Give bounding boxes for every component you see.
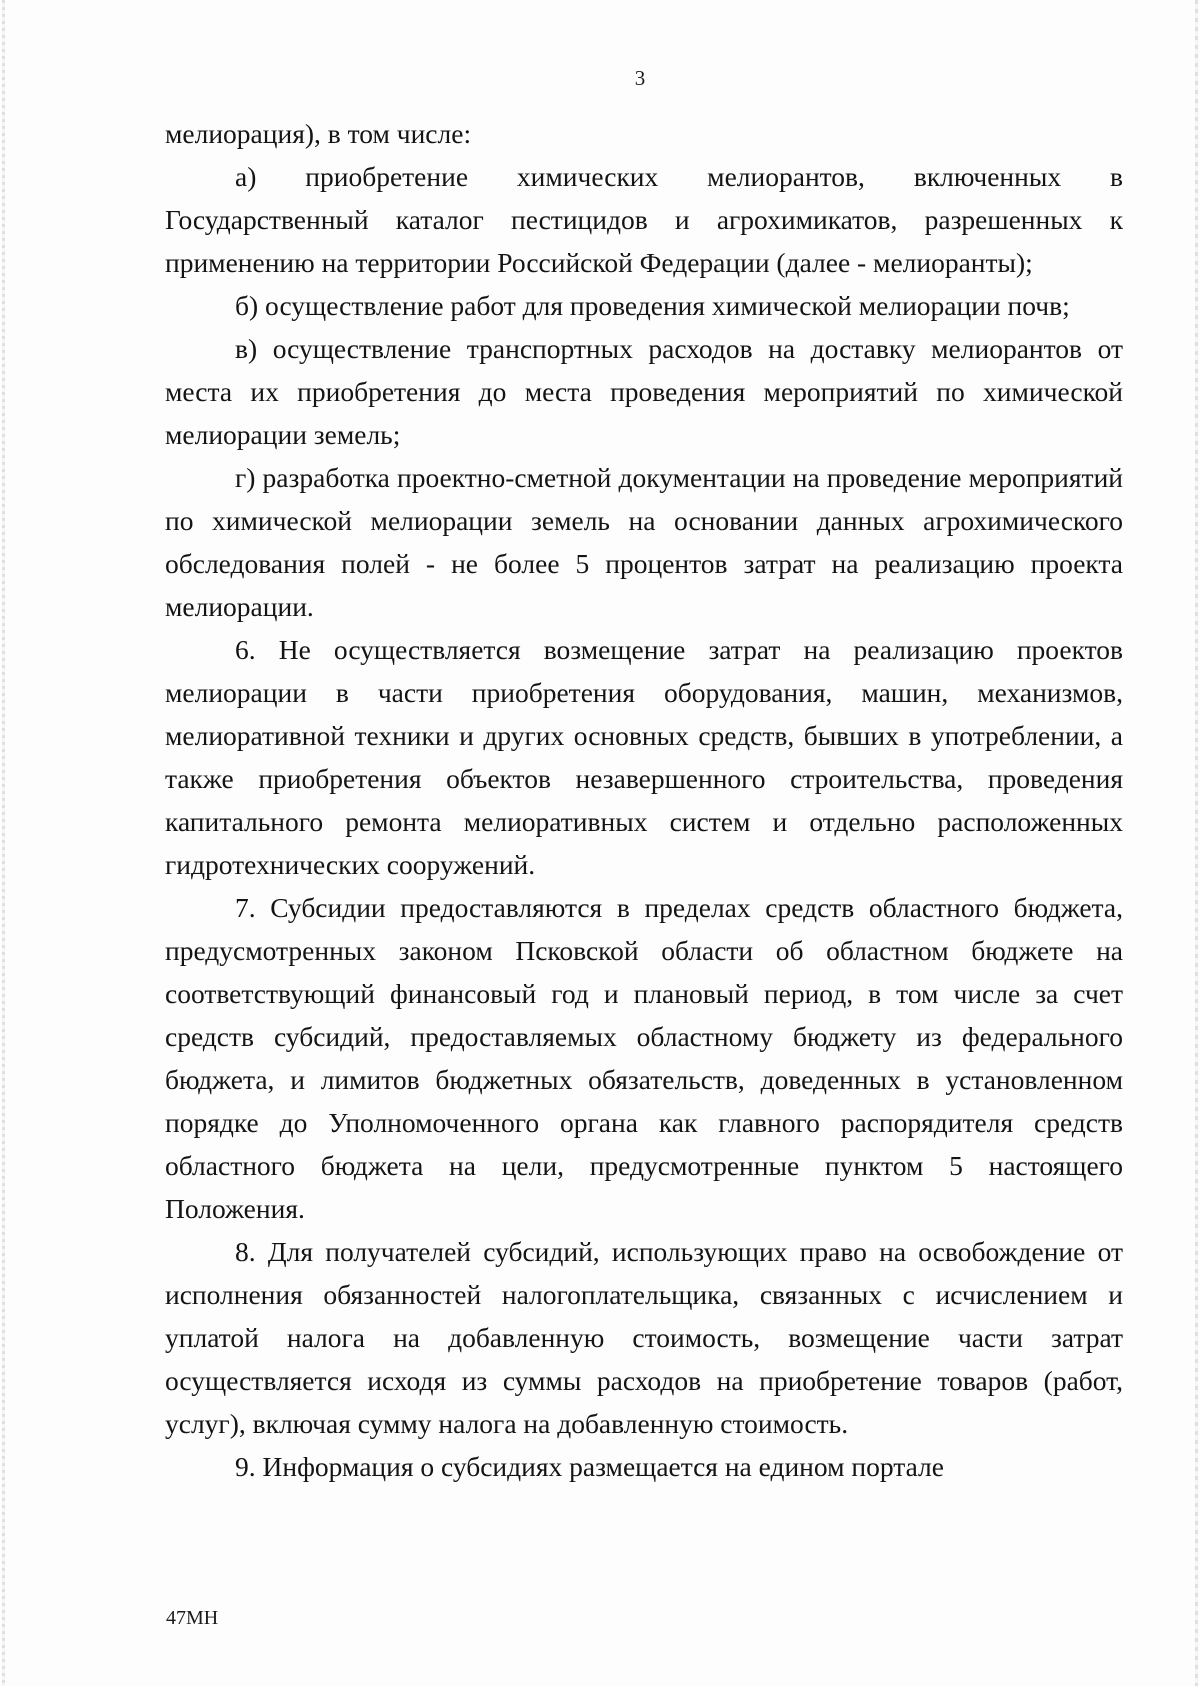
paragraph-clause-9: 9. Информация о субсидиях размещается на едином портале [235, 1451, 944, 1482]
document-body [165, 112, 1123, 1488]
paragraph-item-a: а) приобретение химических мелиорантов, включенных в Государственный каталог пестицидов и агрохимикатов, разрешенных к применению на территории Российской Федерации (далее - мелиоранты); [165, 161, 1123, 278]
scan-edge-left [2, 0, 5, 1686]
paragraph-clause-8: 8. Для получателей субсидий, использующих право на освобождение от исполнения обязанностей налогоплательщика, связанных с исчислением и уплатой налога на добавленную стоимость, возмещение части затрат осуществляется исходя из суммы расходов на приобретение товаров (работ, услуг), включая сумму налога на добавленную стоимость. [165, 1236, 1123, 1439]
paragraph-item-g: г) разработка проектно-сметной документации на проведение мероприятий по химической мелиорации земель на основании данных агрохимического обследования полей - не более 5 процентов затрат на реализацию проекта мелиорации. [165, 462, 1123, 622]
paragraph-clause-7: 7. Субсидии предоставляются в пределах средств областного бюджета, предусмотренных законом Псковской области об областном бюджете на соответствующий финансовый год и плановый период, в том числе за счет средств субсидий, предоставляемых областному бюджету из федерального бюджета, и лимитов бюджетных обязательств, доведенных в установленном порядке до Уполномоченного органа как главного распорядителя средств областного бюджета на цели, предусмотренные пунктом 5 настоящего Положения. [165, 892, 1123, 1224]
document-code: 47МН [166, 1607, 219, 1629]
paragraph-continuation: мелиорация), в том числе: [165, 118, 472, 149]
paragraph-clause-6: 6. Не осуществляется возмещение затрат на реализацию проектов мелиорации в части приобретения оборудования, машин, механизмов, мелиоративной техники и других основных средств, бывших в употреблении, а также приобретения объектов незавершенного строительства, проведения капитального ремонта мелиоративных систем и отдельно расположенных гидротехнических сооружений. [165, 634, 1123, 880]
paragraph-item-v: в) осуществление транспортных расходов на доставку мелиорантов от места их приобретения до места проведения мероприятий по химической мелиорации земель; [165, 333, 1123, 450]
paragraph-item-b: б) осуществление работ для проведения химической мелиорации почв; [235, 290, 1070, 321]
page-number: 3 [634, 66, 646, 90]
scan-edge-right [1195, 0, 1198, 1686]
